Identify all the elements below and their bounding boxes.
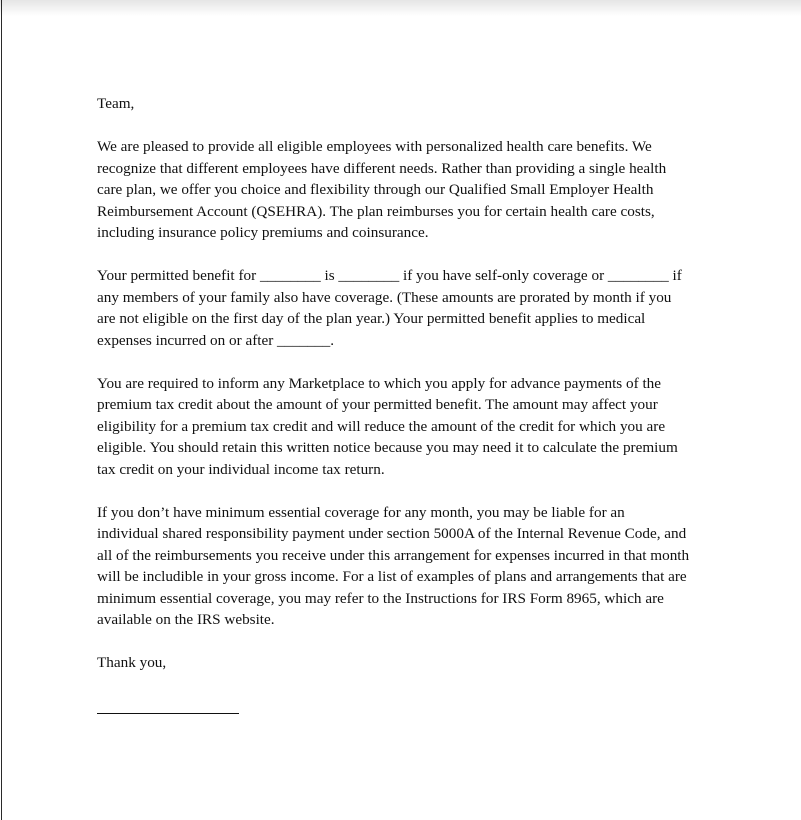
letter-body xyxy=(97,93,717,674)
text-line: Your permitted benefit for ________ is ________ if you have self-only coverage or ________ if xyxy=(97,267,682,284)
text-line: any members of your family also have coverage. (These amounts are prorated by month if you xyxy=(97,288,672,306)
text-line: Reimbursement Account (QSEHRA). The plan reimburses you for certain health care costs, xyxy=(97,202,655,220)
paragraph-marketplace xyxy=(97,373,717,481)
greeting: Team, xyxy=(97,95,135,112)
text-line: will be includible in your gross income. For a list of examples of plans and arrangements that are xyxy=(97,568,687,585)
text-line: care plan, we offer you choice and flexibility through our Qualified Small Employer Health xyxy=(97,181,654,198)
text-line: eligibility for a premium tax credit and will reduce the amount of the credit for which you are xyxy=(97,417,666,435)
text-line: premium tax credit about the amount of your permitted benefit. The amount may affect your xyxy=(97,396,658,413)
paragraph-minimum-coverage xyxy=(97,502,717,631)
text-line: individual shared responsibility payment under section 5000A of the Internal Revenue Code, and xyxy=(97,525,687,542)
text-line: all of the reimbursements you receive under this arrangement for expenses incurred in that month xyxy=(97,546,690,564)
text-line: You are required to inform any Marketplace to which you apply for advance payments of the xyxy=(97,374,662,392)
text-line: expenses incurred on or after _______. xyxy=(97,331,335,349)
closing: Thank you, xyxy=(97,654,167,671)
text-line: tax credit on your individual income tax return. xyxy=(97,460,385,478)
text-line: available on the IRS website. xyxy=(97,611,275,628)
text-line: are not eligible on the first day of the plan year.) Your permitted benefit applies to medical xyxy=(97,310,646,327)
text-line: If you don’t have minimum essential coverage for any month, you may be liable for an xyxy=(97,503,625,521)
text-line: eligible. You should retain this written notice because you may need it to calculate the premium xyxy=(97,439,678,456)
text-line: minimum essential coverage, you may refer to the Instructions for IRS Form 8965, which are xyxy=(97,589,664,607)
signature-line xyxy=(97,713,239,714)
document-page xyxy=(1,0,801,820)
paragraph-permitted-benefit xyxy=(97,265,717,351)
paragraph-intro xyxy=(97,136,717,244)
text-line: recognize that different employees have different needs. Rather than providing a single health xyxy=(97,159,667,177)
text-line: including insurance policy premiums and coinsurance. xyxy=(97,224,429,241)
text-line: We are pleased to provide all eligible employees with personalized health care benefits. We xyxy=(97,138,652,155)
